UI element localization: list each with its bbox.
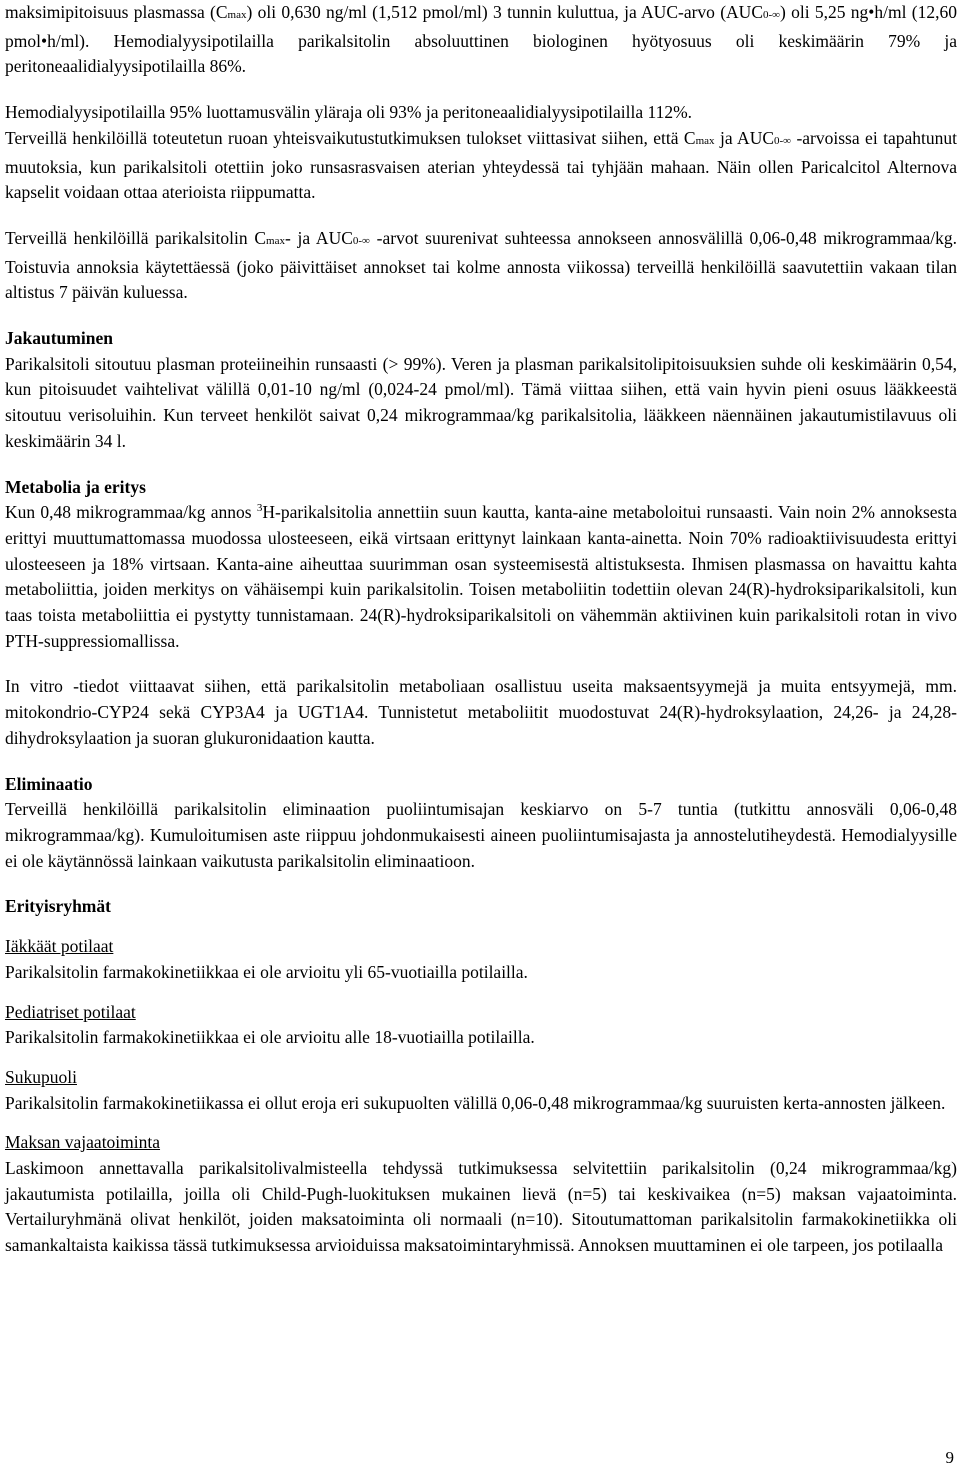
section-heading-metabolism: Metabolia ja eritys: [5, 476, 146, 497]
text: ) oli 5,25 ng•h/ml (12,60 pmol•h/ml). Hemodialyysipotilailla parikalsitolin absoluuttinen: [5, 2, 958, 51]
section-heading-elimination: Eliminaatio: [5, 773, 93, 794]
subscript: 0-∞: [774, 134, 792, 147]
paragraph-dose-proportionality: [5, 226, 957, 306]
paragraph-food-interaction: [5, 126, 957, 206]
text: Terveillä henkilöillä toteutetun ruoan yhteisvaikutustutkimuksen tulokset viittasivat siihen, että C: [5, 127, 696, 148]
subheading-hepatic-impairment: Maksan vajaatoiminta: [5, 1132, 161, 1153]
subheading-elderly: Iäkkäät potilaat: [5, 936, 114, 957]
text: H-parikalsitolia annettiin suun kautta, kanta-aine metaboloitui runsaasti. Vain noin 2% annoksesta erittyi muuttumattomassa muodossa ulosteeseen, eikä virtsaan erittynyt lainkaan kanta-ainetta. Noin 70% radioaktiivisuudesta erittyi ulosteeseen ja 18% virtsaan. Kanta-aine aiheuttaa suurimman osan systeemisestä altistuksesta. Ihmisen plasmassa on havaittu kahta metaboliittia, joiden merkitys on vähäisempi kuin parikalsitolin. Toisen metaboliitin todettiin olevan 24(R)-hydroksiparikalsitoli, kun taas toista metaboliittia ei pystytty tunnistamaan. 24(R)-hydroksiparikalsitoli on vähemmän aktiivinen kuin parikalsitoli rotan in vivo PTH-suppressiomallissa.: [5, 502, 957, 651]
subscript: max: [695, 134, 715, 147]
section-heading-distribution: Jakautuminen: [5, 328, 113, 349]
text: ja AUC: [714, 127, 775, 148]
paragraph-confidence: Hemodialyysipotilailla 95% luottamusvälin yläraja oli 93% ja peritoneaalidialyysipotilailla 112%.: [5, 102, 693, 123]
paragraph-sex: Parikalsitolin farmakokinetiikassa ei ollut eroja eri sukupuolten välillä 0,06-0,48 mikrogrammaa/kg suuruisten kerta-annosten jälkeen.: [5, 1092, 946, 1113]
text: -arvoissa ei tapahtunut muutoksia, kun parikalsitoli otettiin joko runsasrasvaisen aterian yhteydessä tai tyhjään mahaan. Näin ollen Paricalcitol Alternova kapselit voidaan ottaa aterioista riippumatta.: [5, 127, 957, 203]
paragraph-elderly: Parikalsitolin farmakokinetiikkaa ei ole arvioitu yli 65-vuotiailla potilailla.: [5, 961, 528, 982]
paragraph-pediatric: Parikalsitolin farmakokinetiikkaa ei ole arvioitu alle 18-vuotiailla potilailla.: [5, 1027, 535, 1048]
paragraph-elimination: Terveillä henkilöillä parikalsitolin eliminaation puoliintumisajan keskiarvo on 5-7 tuntia (tutkittu annosväli 0,06-0,48 mikrogrammaa/kg). Kumuloitumisen aste riippuu johdonmukaisesti aineen puoliintumisajasta ja annostelutiheydestä. Hemodialyysille ei ole käytännössä lainkaan vaikutusta parikalsitolin eliminaatioon.: [5, 799, 957, 871]
document-page: [5, 0, 957, 1259]
subscript: max: [266, 234, 285, 247]
paragraph-in-vitro: In vitro -tiedot viittaavat siihen, että parikalsitolin metaboliaan osallistuu useita maksaentsyymejä ja muita entsyymejä, mm. mitokondrio-CYP24 sekä CYP3A4 ja UGT1A4. Tunnistetut metaboliitit muodostuvat 24(R)-hydroksylaation, 24,26- ja 24,28-dihydroksylaation ja suoran glukuronidaation kautta.: [5, 676, 957, 748]
text: ) oli 0,630 ng/ml (1,512 pmol/ml) 3 tunnin kuluttua, ja AUC-arvo: [246, 2, 715, 22]
subscript: 0-∞: [352, 234, 370, 247]
superscript: 3: [256, 502, 263, 515]
section-heading-special-populations: Erityisryhmät: [5, 896, 111, 917]
text: maksimipitoisuus plasmassa (C: [5, 2, 228, 22]
paragraph-absorption: [5, 0, 957, 80]
text: -arvot suurenivat suhteessa annokseen annosvälillä 0,06-0,48 mikrogrammaa/kg. Toistuvia annoksia käytettäessä (joko päivittäiset annokset tai kolme annosta viikossa) terveillä henkilöillä saavutettiin vakaan tilan altistus 7 päivän kuluessa.: [5, 227, 957, 303]
text: (AUC: [720, 2, 763, 22]
text: Kun 0,48 mikrogrammaa/kg annos: [5, 502, 257, 523]
text: biologinen hyötyosuus oli keskimäärin 79% ja peritoneaalidialyysipotilailla 86%.: [5, 30, 958, 77]
paragraph-hepatic-impairment: Laskimoon annettavalla parikalsitolivalmisteella tehdyssä tutkimuksessa selvitettiin parikalsitolin (0,24 mikrogrammaa/kg) jakautumista potilailla, joilla oli Child-Pugh-luokituksen mukainen lievä (n=5) tai keskivaikea (n=5) maksan vajaatoiminta. Vertailuryhmänä olivat henkilöt, joiden maksatoiminta oli normaali (n=10). Sitoutumattoman parikalsitolin farmakokinetiikka oli samankaltaista kaikissa tässä tutkimuksessa arvioiduissa maksatoimintaryhmissä. Annoksen muuttaminen ei ole tarpeen, jos potilaalla: [5, 1158, 957, 1256]
text: - ja AUC: [284, 227, 353, 248]
subscript: 0-∞: [763, 9, 781, 21]
subscript: max: [227, 9, 247, 21]
subheading-pediatric: Pediatriset potilaat: [5, 1001, 136, 1022]
paragraph-distribution: Parikalsitoli sitoutuu plasman proteiineihin runsaasti (> 99%). Veren ja plasman parikalsitolipitoisuuksien suhde oli keskimäärin 0,54, kun pitoisuudet vaihtelivat välillä 0,01-10 ng/ml (0,024-24 pmol/ml). Tämä viittaa siihen, että vain hyvin pieni osuus lääkkeestä sitoutuu verisoluihin. Kun terveet henkilöt saivat 0,24 mikrogrammaa/kg parikalsitolia, lääkkeen näennäinen jakautumistilavuus oli keskimäärin 34 l.: [5, 353, 957, 451]
subheading-sex: Sukupuoli: [5, 1066, 77, 1087]
page-number: 9: [945, 1448, 954, 1467]
paragraph-metabolism: [5, 500, 957, 654]
text: Terveillä henkilöillä parikalsitolin C: [5, 227, 267, 248]
